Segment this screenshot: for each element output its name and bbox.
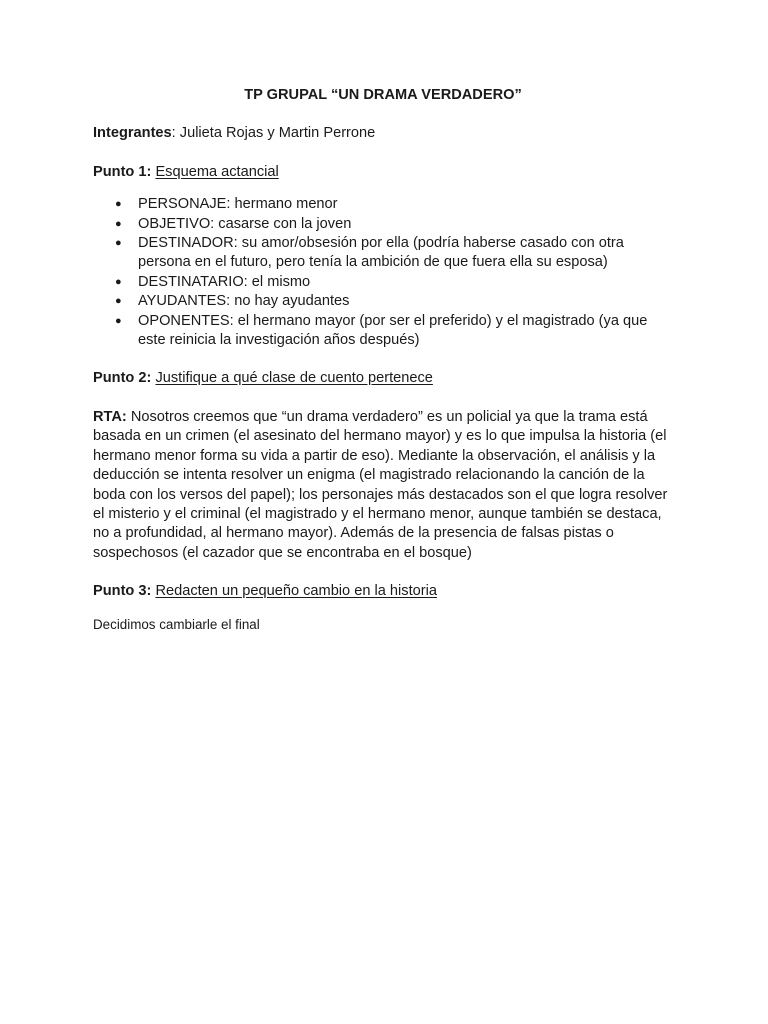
point1-heading <box>93 163 673 182</box>
point2-title: Justifique a qué clase de cuento pertenece <box>155 370 433 387</box>
point1-title: Esquema actancial <box>155 163 279 180</box>
bullet-icon: ● <box>115 198 122 211</box>
actant-item <box>93 234 673 273</box>
actant-text: PERSONAJE: hermano menor <box>138 196 338 213</box>
actant-text: AYUDANTES: no hay ayudantes <box>138 293 350 310</box>
members-line <box>93 124 673 143</box>
actant-text: DESTINATARIO: el mismo <box>138 273 311 290</box>
point2-label: Punto 2: <box>93 370 152 387</box>
point3-heading <box>93 582 673 601</box>
actant-item <box>93 292 673 311</box>
bullet-icon: ● <box>115 295 122 308</box>
bullet-icon: ● <box>115 314 122 327</box>
members-value: : Julieta Rojas y Martin Perrone <box>171 125 376 142</box>
point2-heading <box>93 369 673 388</box>
document-body <box>93 86 673 634</box>
actant-text: OBJETIVO: casarse con la joven <box>138 215 352 232</box>
point1-label: Punto 1: <box>93 163 152 180</box>
actant-item <box>93 195 673 214</box>
bullet-icon: ● <box>115 237 122 250</box>
actant-list <box>93 182 673 350</box>
answer-text: Nosotros creemos que “un drama verdadero” es un policial ya que la trama está basada en un crimen (el asesinato del hermano mayor) y es lo que impulsa la historia (el hermano menor forma su vida a partir de eso). Mediante la observación, el análisis y la deducción se intenta resolver un enigma (el magistrado relacionando la canción de la boda con los versos del papel); los personajes más destacados son el que logra resolver el misterio y el criminal (el magistrado y el hermano menor, aunque también se destaca, no a profundidad, al hermano mayor). Además de la presencia de falsas pistas o sospechosos (el cazador que se encontraba en el bosque) <box>93 408 668 561</box>
point3-label: Punto 3: <box>93 583 152 600</box>
actant-text: OPONENTES: el hermano mayor (por ser el preferido) y el magistrado (ya que este reinicia la investigación años después) <box>138 312 648 349</box>
members-label: Integrantes <box>93 125 172 142</box>
point3-title: Redacten un pequeño cambio en la historia <box>155 583 437 600</box>
actant-item <box>93 312 673 351</box>
actant-text: DESTINADOR: su amor/obsesión por ella (podría haberse casado con otra persona en el futuro, pero tenía la ambición de que fuera ella su esposa) <box>138 235 624 271</box>
answer-label: RTA: <box>93 408 127 425</box>
document-title: TP GRUPAL “UN DRAMA VERDADERO” <box>244 87 522 103</box>
answer-paragraph <box>93 408 673 563</box>
actant-item <box>93 273 673 292</box>
final-note: Decidimos cambiarle el final <box>93 616 260 632</box>
bullet-icon: ● <box>115 217 122 230</box>
actant-item <box>93 215 673 234</box>
bullet-icon: ● <box>115 275 122 288</box>
